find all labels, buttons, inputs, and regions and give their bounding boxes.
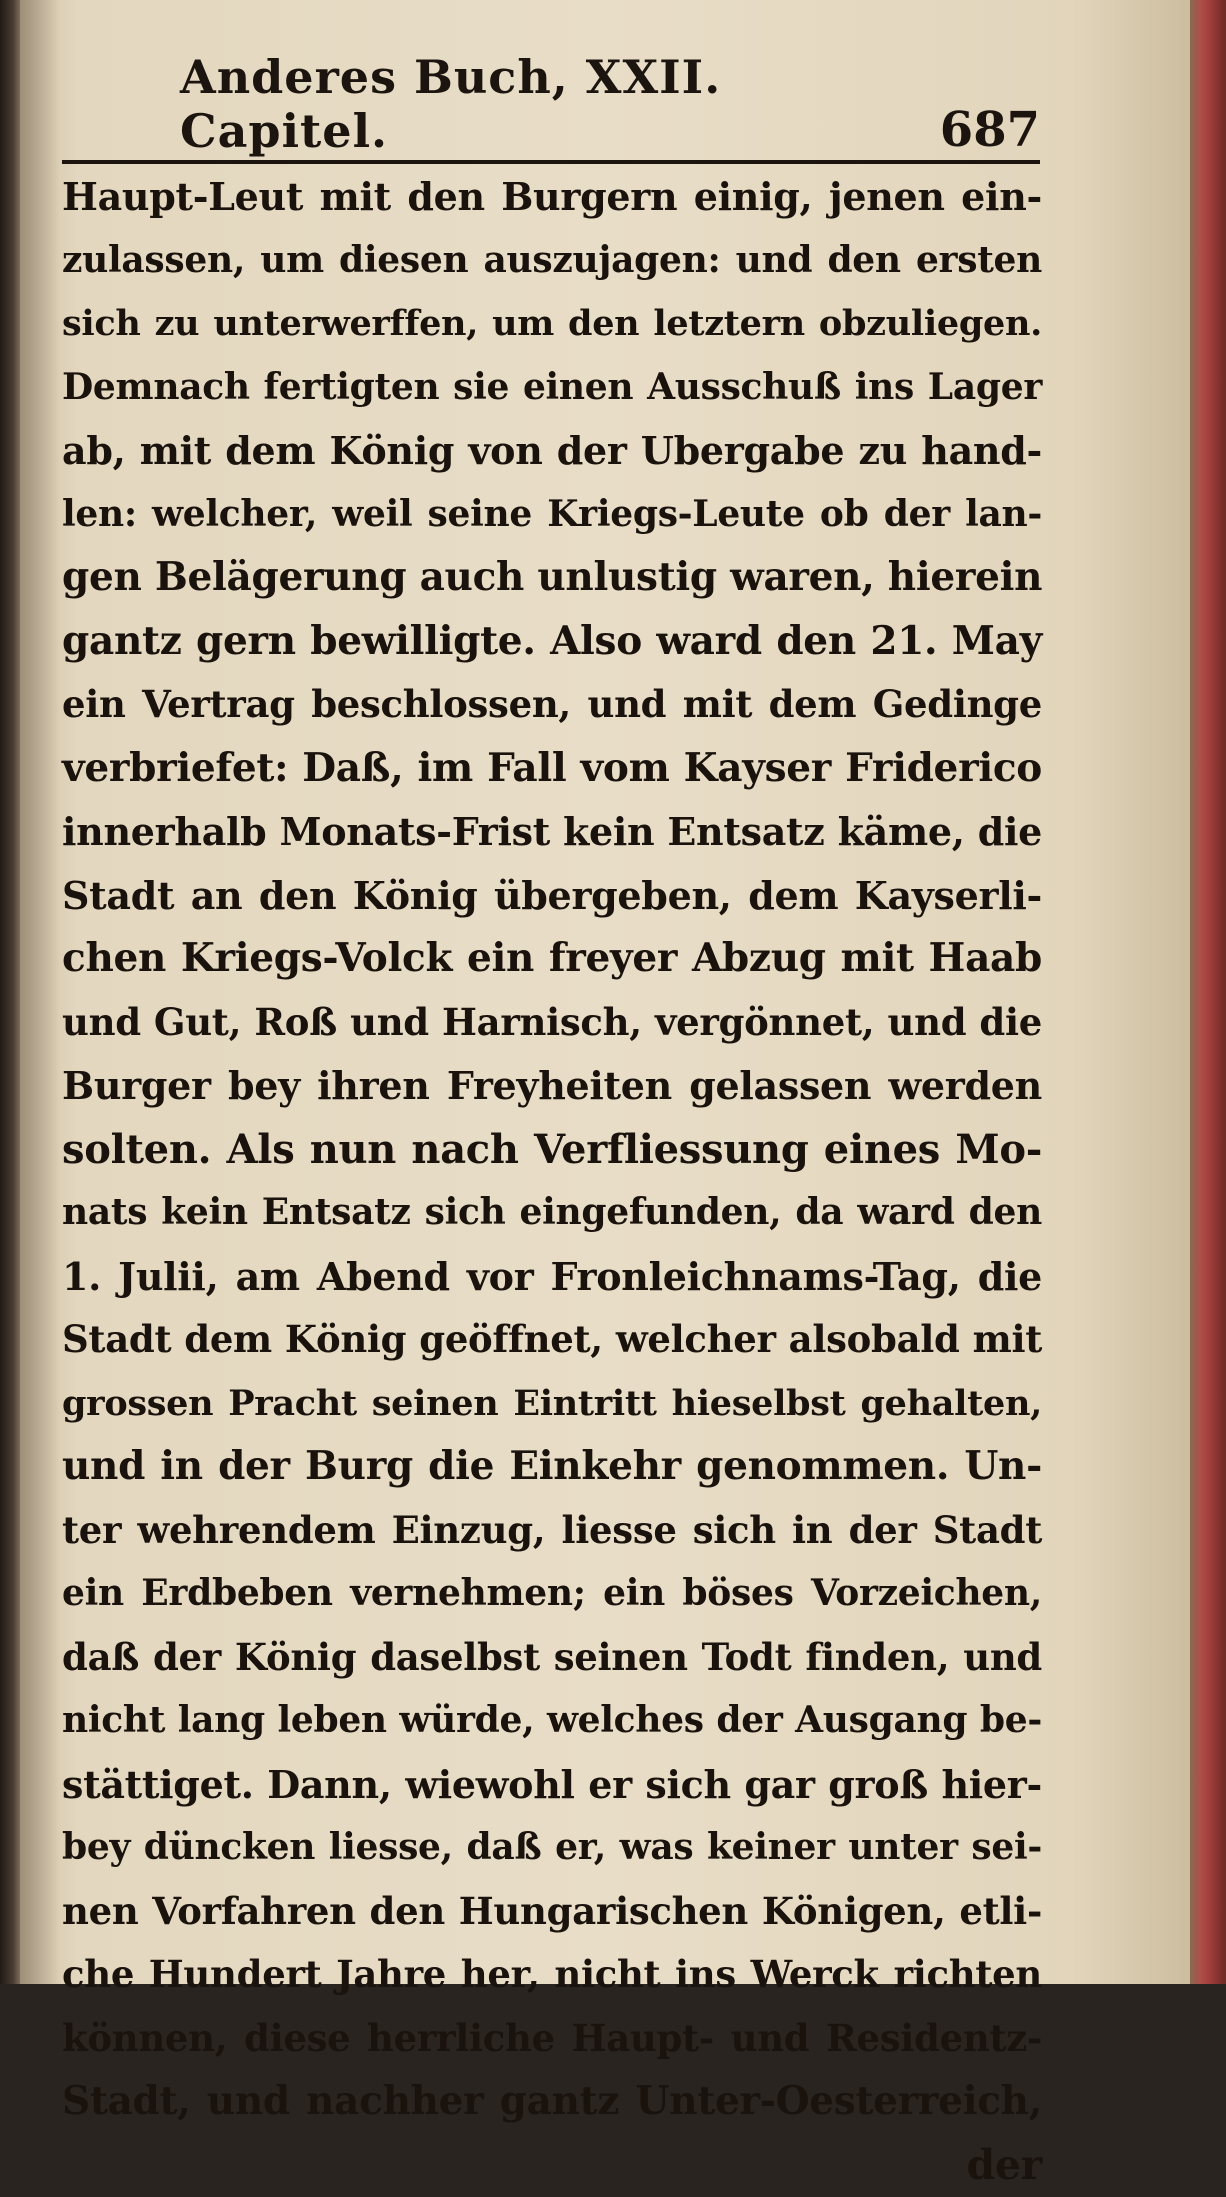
red-page-edges xyxy=(1190,0,1226,1984)
text-line: ab, mit dem König von der Ubergabe zu hand- xyxy=(62,419,1042,483)
text-line: stättiget. Dann, wiewohl er sich gar groß hier- xyxy=(62,1753,1042,1817)
text-line: bey düncken liesse, daß er, was keiner unter sei- xyxy=(62,1816,1042,1880)
catchword: der xyxy=(62,2134,1042,2197)
text-line: chen Kriegs-Volck ein freyer Abzug mit Haab xyxy=(62,927,1042,991)
running-head-title: Anderes Buch, XXII. Capitel. xyxy=(180,50,940,158)
text-line: grossen Pracht seinen Eintritt hieselbst gehalten, xyxy=(62,1372,1042,1436)
text-line: innerhalb Monats-Frist kein Entsatz käme, die xyxy=(62,800,1042,864)
text-line: nen Vorfahren den Hungarischen Königen, etli- xyxy=(62,1880,1042,1944)
text-line: zulassen, um diesen auszujagen: und den ersten xyxy=(62,229,1042,293)
text-line: daß der König daselbst seinen Todt finden, und xyxy=(62,1626,1042,1690)
page-number: 687 xyxy=(940,102,1040,158)
text-line: nicht lang leben würde, welches der Ausgang be- xyxy=(62,1689,1042,1753)
text-line: 1. Julii, am Abend vor Fronleichnams-Tag, die xyxy=(62,1245,1042,1309)
gutter-shadow xyxy=(20,0,60,1984)
text-line: sich zu unterwerffen, um den letztern obzuliegen. xyxy=(62,292,1042,356)
text-line: Demnach fertigten sie einen Ausschuß ins Lager xyxy=(62,356,1042,420)
text-line: che Hundert Jahre her, nicht ins Werck richten xyxy=(62,1943,1042,2007)
text-line: Stadt, und nachher gantz Unter-Oesterreich, xyxy=(62,2070,1042,2134)
text-line: ein Vertrag beschlossen, und mit dem Gedinge xyxy=(62,673,1042,737)
text-line: Stadt an den König übergeben, dem Kayserli- xyxy=(62,864,1042,928)
text-line: len: welcher, weil seine Kriegs-Leute ob der lan- xyxy=(62,483,1042,547)
text-line: ein Erdbeben vernehmen; ein böses Vorzeichen, xyxy=(62,1562,1042,1626)
text-line: und Gut, Roß und Harnisch, vergönnet, und die xyxy=(62,991,1042,1055)
header-rule xyxy=(62,160,1040,164)
text-line: gen Belägerung auch unlustig waren, hierein xyxy=(62,546,1042,610)
running-head xyxy=(180,88,1040,158)
text-line: Burger bey ihren Freyheiten gelassen werden xyxy=(62,1054,1042,1118)
text-line: können, diese herrliche Haupt- und Residentz- xyxy=(62,2007,1042,2071)
text-line: verbriefet: Daß, im Fall vom Kayser Friderico xyxy=(62,737,1042,801)
facing-page-edge xyxy=(0,0,22,1984)
text-line: und in der Burg die Einkehr genommen. Un- xyxy=(62,1435,1042,1499)
text-line: ter wehrendem Einzug, liesse sich in der Stadt xyxy=(62,1499,1042,1563)
body-text xyxy=(62,165,1042,2197)
text-line: nats kein Entsatz sich eingefunden, da ward den xyxy=(62,1181,1042,1245)
text-line: solten. Als nun nach Verfliessung eines Mo- xyxy=(62,1118,1042,1182)
text-line: Stadt dem König geöffnet, welcher alsobald mit xyxy=(62,1308,1042,1372)
text-line: Haupt-Leut mit den Burgern einig, jenen ein- xyxy=(62,165,1042,229)
text-line: gantz gern bewilligte. Also ward den 21. May xyxy=(62,610,1042,674)
